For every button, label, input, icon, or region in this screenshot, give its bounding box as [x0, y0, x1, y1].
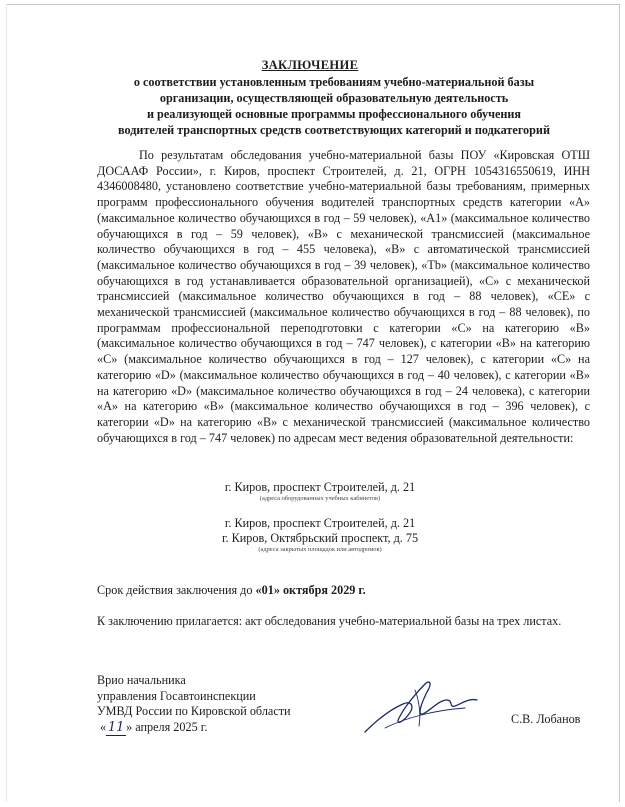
signer-position-line: Врио начальника: [97, 673, 186, 687]
signing-day: 11: [107, 719, 125, 735]
classroom-address-hint: (адреса оборудованных учебных кабинетов): [259, 495, 381, 502]
main-paragraph: По результатам обследования учебно-материальной базы ПОУ «Кировская ОТШ ДОСААФ России», г. Киров, проспект Строителей, д. 21, ОГРН 1054316550619, ИНН 4346008480, установлено соответствие учебно-материальной базы требованиям, примерных программ профессионального обучения водителей транспортных средств категории «А» (максимальное количество обучающихся в год – 59 человек), «А1» (максимальное количество обучающихся в год – 59 человек), «В» с механической трансмиссией (максимальное количество обучающихся в год – 455 человека), «В» с автоматической трансмиссией (максимальное количество обучающихся в год – 39 человек), «Тb» (максимальное количество обучающихся в год устанавливается образовательной организацией), «С» с механической трансмиссией (максимальное количество обучающихся в год – 88 человек), «СЕ» с механической трансмиссией (максимальное количество обучающихся в год – 88 человек), по программам профессиональной переподготовки с категории «С» на категорию «В» (максимальное количество обучающихся в год – 747 человек), с категории «В» на категорию «С» (максимальное количество обучающихся в год – 127 человек), с категории «С» на категорию «D» (максимальное количество обучающихся в год – 40 человек), с категории «В» на категорию «D» (максимальное количество обучающихся в год – 24 человека), с категории «А» на категорию «В» (максимальное количество обучающихся в год – 396 человек), с категории «D» на категорию «В» с механической трансмиссией (максимальное количество обучающихся в год – 747 человек) по адресам мест ведения образовательной деятельности:: [97, 148, 590, 445]
page-border-right: [619, 4, 620, 802]
validity-statement: [97, 583, 366, 598]
main-paragraph-block: [97, 148, 590, 446]
grounds-address-2: г. Киров, Октябрьский проспект, д. 75: [221, 531, 419, 545]
handwritten-signature: [355, 670, 495, 750]
subtitle-line: о соответствии установленным требованиям учебно-материальной базы: [133, 75, 535, 89]
signature-block: [97, 673, 291, 736]
attachment-note: К заключению прилагается: акт обследования учебно-материальной базы на трех листах.: [97, 614, 562, 628]
validity-date: «01» октября 2029 г.: [255, 583, 366, 597]
classroom-address-block: [180, 480, 460, 503]
signer-name: С.В. Лобанов: [511, 712, 581, 726]
classroom-address: г. Киров, проспект Строителей, д. 21: [224, 480, 416, 494]
signer-position-line: управления Госавтоинспекции: [97, 688, 256, 703]
page-border-top: [6, 4, 619, 5]
document-subtitle: [84, 74, 584, 138]
grounds-address-hint: (адреса закрытых площадок или автодромов): [258, 546, 382, 553]
subtitle-line: организации, осуществляющей образовательную деятельность: [159, 91, 509, 105]
validity-prefix: Срок действия заключения до: [97, 583, 256, 597]
subtitle-line: и реализующей основные программы профессионального обучения: [146, 107, 522, 121]
subtitle-line: водителей транспортных средств соответствующих категорий и подкатегорий: [118, 123, 550, 137]
grounds-address-1: г. Киров, проспект Строителей, д. 21: [224, 516, 416, 530]
signing-date: « 11 » апреля 2025 г.: [100, 719, 208, 735]
signer-position-line: УМВД России по Кировской области: [97, 704, 291, 719]
document-title: ЗАКЛЮЧЕНИЕ: [261, 58, 359, 72]
page-border-left: [6, 4, 7, 802]
grounds-address-block: [180, 516, 460, 554]
